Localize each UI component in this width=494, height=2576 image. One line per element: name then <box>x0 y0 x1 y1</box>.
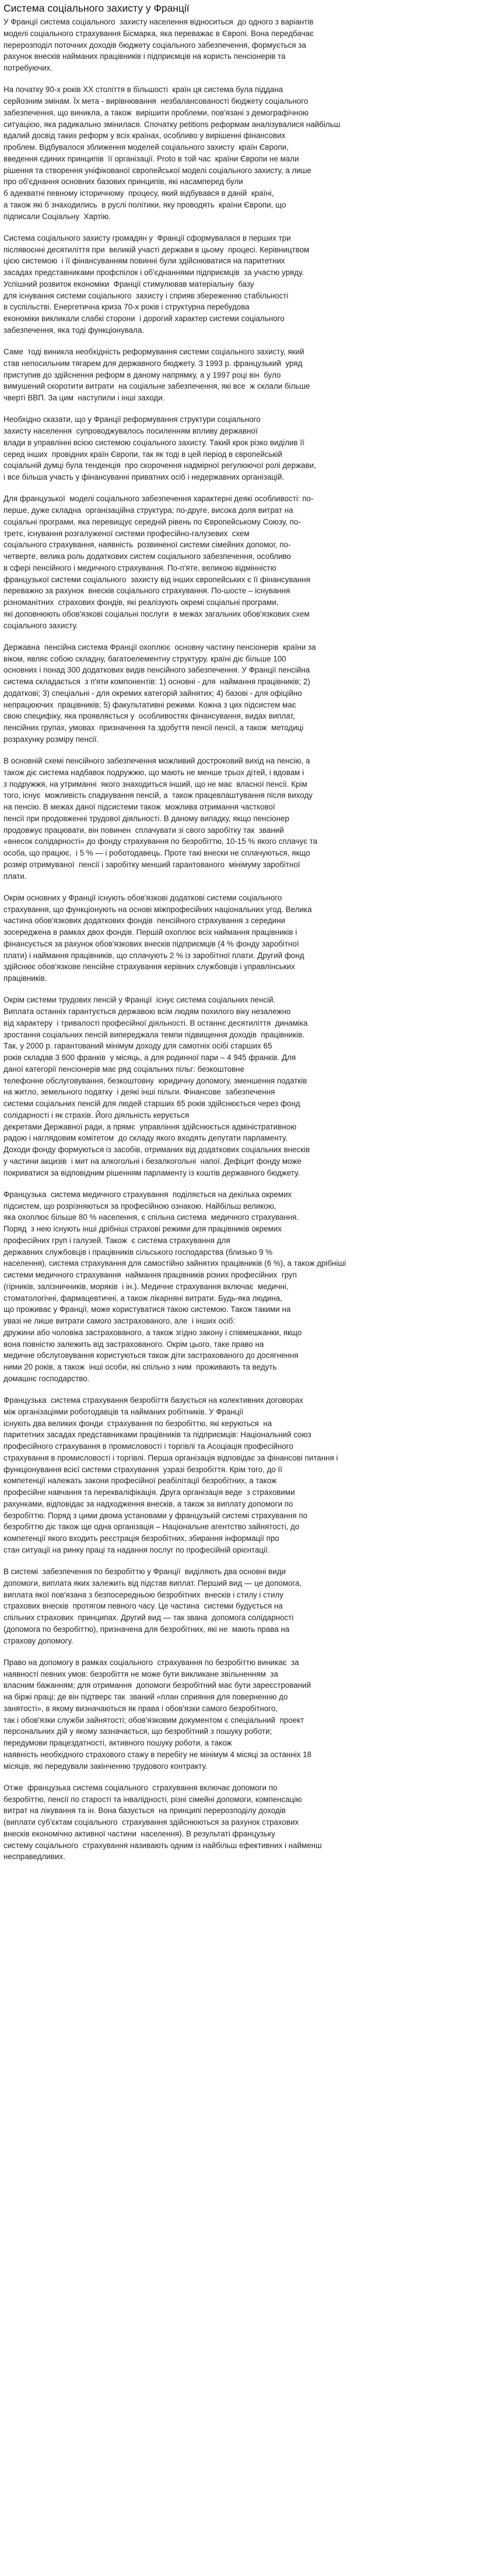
paragraph-line: перше, дуже складна організаційна структура; по-друге, висока доля витрат на <box>3 506 293 515</box>
paragraph <box>3 1395 491 1556</box>
paragraph-line: Право на допомогу в рамках соціального страхування по безробіттю виникає за <box>3 1657 299 1667</box>
paragraph-line: років складав 3 600 франків у місяць, а для родинної пари – 4 945 франків. Для <box>3 1053 296 1062</box>
paragraph <box>3 1189 491 1385</box>
paragraph-line: на пенсію. В межах даної підсистеми також можлива отримання часткової <box>3 803 275 811</box>
paragraph-line: стоматологічні, фармацевтичні, а також лікарняні витрати. Будь-яка людина, <box>3 1293 282 1303</box>
paragraph-line: здійснює обов'язкове пенсійне страхування керівних службовців і управлінських <box>3 962 295 972</box>
paragraph-line: підписали Соціальну Хартію. <box>3 212 111 221</box>
paragraph-line: Саме тоді виникла необхідність реформування системи соціального захисту, який <box>3 347 304 356</box>
paragraph-line: даної категорії пенсіонерів має ряд соціальних пільг: безкоштовне <box>3 1064 244 1074</box>
paragraph-line: Окрім основних у Франції існують обов'язкові додаткові системи соціального <box>3 893 282 902</box>
paragraph-line: пенсійних групах, умовах призначення та здобуття пенсії пенсії, а також методиці <box>3 723 304 732</box>
paragraph-line: Виплата останніх гарантується державою всім людям похилого віку незалежно <box>3 1007 291 1016</box>
paragraph-line: Успішний розвиток економіки Франції стимулював матеріальну базу <box>3 279 254 288</box>
paragraph <box>3 414 491 483</box>
paragraph <box>3 233 491 336</box>
paragraph-line: став непосильним тягарем для державного бюджету. З 1993 р. французький уряд <box>3 358 303 368</box>
paragraph-line: виплата якої пов'язана з безпосередньою безробітних внесків і стилу і стилу <box>3 1590 283 1599</box>
paragraph-line: розмір отримуваної пенсії і заробітку менший гарантованого мінімуму заробітної <box>3 860 300 869</box>
paragraph-line: рахунок внесків найманих працівників і підприємців на користь пенсіонерів та <box>3 52 286 61</box>
paragraph-line: рішення та створення уніфікованої європейської моделі соціального захисту, а лише <box>3 166 311 175</box>
paragraph-line: У Франції система соціального захисту населення відноситься до одного з варіантів <box>3 17 314 26</box>
page-title: Система соціального захисту у Франції <box>3 2 190 14</box>
paragraph-line: фінансується за рахунок обов'язкових внесків підприємців (4 % фонду заробітної <box>3 939 299 948</box>
paragraph-line: свою специфіку, яка проявляється у особливостях фінансування, видах виплат, <box>3 712 295 721</box>
paragraph-line: цією системою і її фінансуванням повинні були здійснюватися на паритетних <box>3 256 285 266</box>
paragraph-line: населення), система страхування для самостійно зайнятих працівників (6 %), а також дрібніші <box>3 1259 346 1268</box>
paragraph-line: продовжує працювати, він повинен сплачувати зі свого заробітку так званий <box>3 825 284 835</box>
paragraph-line: Доходи фонду формуються із засобів, отриманих від додаткових соціальних внесків <box>3 1145 310 1154</box>
paragraph-line: плати. <box>3 871 27 881</box>
paragraph-line: також діє система надбавок подружжю, що мають не менше трьох дітей, і вдовам і <box>3 768 304 777</box>
paragraph <box>3 16 491 74</box>
paragraph-line: дружини або чоловіка застрахованого, а також згідно закону і співмешканки, якщо <box>3 1328 302 1337</box>
paragraph-line: існують два великих фонди страхування по безробіттю, які керуються на <box>3 1419 272 1428</box>
paragraph-line: різноманітних страхових фондів, які реалізують окремі соціальні програми, <box>3 598 279 607</box>
paragraph-line: б адекватні певному історичному процесу, який відбувався в даній країні, <box>3 189 274 198</box>
paragraph-line: Отже французька система соціального страхування включає допомоги по <box>3 1783 278 1792</box>
paragraph-line: ними 20 років, а також інші особи, які спільно з ним проживають та ведуть <box>3 1363 277 1371</box>
paragraph-line: телефонне обслуговування, безкоштовну юридичну допомогу, зменшення податків <box>3 1076 307 1085</box>
paragraph-line: яка охоплює більше 80 % населення, є спільна система медичного страхування. <box>3 1213 299 1222</box>
paragraph <box>3 994 491 1178</box>
paragraph-line: безробіттю. Поряд з цими двома установами у французькій системі страхування по <box>3 1511 308 1520</box>
paragraph-line: у частини акцизів і мит на алкогольні і безалкогольні напої. Дефіцит фонду може <box>3 1156 302 1166</box>
paragraph-line: страхових внесків протягом певного часу. Це частина системи будується на <box>3 1602 283 1611</box>
paragraph-line: чверті ВВП. За цим наступили і інші заходи. <box>3 393 165 402</box>
paragraph-line: «внесок солідарності» до фонду страхування по безробіттю, 10-15 % якого сплачує та <box>3 837 318 846</box>
paragraph <box>3 1782 491 1863</box>
paragraph-line: В системі забезпечення по безробіттю у Франції виділяють два основні види <box>3 1567 286 1576</box>
paragraph-line: вдалий досвід таких реформ у всіх країнах, особливо у вирішенні фінансових <box>3 131 286 140</box>
paragraph-line: серед інших провідних країн Європи, так як тоді в цей період в європейській <box>3 449 282 459</box>
paragraph-line: на житло, земельного податку і деякі інші пільги. Фінансове забезпечення <box>3 1088 275 1097</box>
article-body <box>3 16 491 1863</box>
paragraph-line: наявність необхідного страхового стажу в перебігу не мінімум 4 місяці за останніх 18 <box>3 1750 312 1759</box>
paragraph-line: державних службовців і працівників сільського господарства (близько 9 % <box>3 1247 273 1257</box>
paragraph-line: наявності певних умов: безробіття не може бути викликане звільненням за <box>3 1669 278 1678</box>
paragraph <box>3 493 491 631</box>
paragraph-line: розрахунку розміру пенсії. <box>3 734 99 744</box>
paragraph-line: третє, існування розгалуженої системи професійно-галузевих схем <box>3 529 250 538</box>
paragraph-line: На початку 90-х років ХХ століття в більшості країн ця система була піддана <box>3 85 283 94</box>
paragraph-line: захисту населення супроводжувалось посиленням впливу державної <box>3 427 258 435</box>
paragraph-line: рахунками, відповідає за надходження внесків, а також за виплату допомоги по <box>3 1499 293 1508</box>
paragraph-line: компетенції належать закони професійної реабілітації безробітних, а також <box>3 1476 277 1486</box>
paragraph-line: віком, являє собою складну, багатоелементну структуру. країні діє більше 100 <box>3 654 286 663</box>
paragraph-line: Державна пенсійна система Франції охоплює основну частину пенсіонерів країни за <box>3 642 316 652</box>
paragraph-line: Французька система страхування безробіття базується на колективних договорах <box>3 1396 303 1405</box>
paragraph-line: того, існує можливість спадкування пенсій, а також працевлаштування після виходу <box>3 791 313 800</box>
paragraph <box>3 84 491 222</box>
paragraph-line: Система соціального захисту громадян у Франції сформувалася в перших три <box>3 233 291 242</box>
paragraph-line: пенсії при продовженні трудової діяльності. В даному випадку, якщо пенсіонер <box>3 814 289 823</box>
paragraph-line: переважно за рахунок внесків соціального страхування. По-шосте – існування <box>3 586 290 596</box>
paragraph-line: про об'єднання основних базових принципів, які насамперед були <box>3 177 243 186</box>
paragraph-line: четверте, велика роль додаткових систем соціального забезпечення, особливо <box>3 552 291 561</box>
paragraph-line: забезпечення, яка тоді функціонувала. <box>3 325 145 335</box>
paragraph-line: увазі не лише витрати самого застрахованого, але і інших осіб: <box>3 1317 236 1325</box>
paragraph-line: безробіттю, пенсії по старості та інвалідності, різні сімейні допомоги, компенсацію <box>3 1794 302 1804</box>
paragraph-line: так і обов'язки служби зайнятості; обов'язковим документом є спеціальний проект <box>3 1715 304 1725</box>
paragraph-line: декретами Державної ради, а прямє управління здійснюється адміністративною <box>3 1122 297 1131</box>
paragraph-line: витрат на лікування та ін. Вона базується на принципі перерозподілу доходів <box>3 1806 286 1815</box>
paragraph-line: економіки викликали слабкі сторони і дорогий характер системи соціального <box>3 314 285 323</box>
paragraph-line: зосереджена в рамках двох фондів. Першій охоплює всіх наймання працівників і <box>3 928 297 937</box>
paragraph-line: покриватися за відповідним рішенням парламенту із коштів державного бюджету. <box>3 1168 300 1177</box>
paragraph-line: безробіттю діє також ще одна організація – Національне агентство зайнятості, до <box>3 1522 300 1532</box>
paragraph-line: системи соціальних пенсій для людей старших 65 років здійснюється через фонд <box>3 1099 300 1108</box>
paragraph-line: перерозподіл поточних доходів бюджету соціального забезпечення, формується за <box>3 40 306 50</box>
paragraph-line: внесків економічно активної частини населення). В результаті французьку <box>3 1829 275 1838</box>
paragraph <box>3 346 491 404</box>
paragraph <box>3 642 491 745</box>
paragraph-line: і все більша участь у фінансуванні приватних осіб і недержавних організацій. <box>3 473 285 481</box>
paragraph-line: французької системи соціального захисту від інших європейських є її фінансування <box>3 575 310 584</box>
paragraph-line: Для французької моделі соціального забезпечення характерні деякі особливості: по- <box>3 494 314 504</box>
paragraph-line: засадах представниками профспілок і об'єднаннями підприємців за участю уряду. <box>3 268 304 277</box>
paragraph-line: Необхідно сказати, що у Франції реформування структури соціального <box>3 415 261 424</box>
paragraph-line: між організаціями роботодавців та найманих робітників. У Франції <box>3 1407 244 1416</box>
paragraph-line: систему соціального страхування називають одним із найбільш ефективних і найменш <box>3 1840 322 1850</box>
paragraph <box>3 1566 491 1646</box>
paragraph-line: особа, що працює, і 5 % — і роботодавець. Проте такі внески не сплачуються, якщо <box>3 849 310 857</box>
paragraph-line: соціального захисту. <box>3 621 78 630</box>
paragraph-line: соціальній думці була тенденція про скорочення надмірної регулюючої ролі держави, <box>3 461 316 470</box>
paragraph-line: солідарності і як страхів. Його діяльність керується <box>3 1110 190 1120</box>
paragraph-line: Французька система медичного страхування поділяється на декілька окремих <box>3 1190 292 1199</box>
paragraph-line: непрацюючих працівників; 5) факультативні режими. Кожна з цих підсистем має <box>3 700 296 709</box>
paragraph-line: професійне навчання та перекваліфікація. Друга організація веде з страховими <box>3 1488 295 1497</box>
paragraph-line: власним бажанням; для отримання допомоги безробітний має бути зареєстрований <box>3 1681 311 1690</box>
paragraph-line: частина обов'язкових додаткових фондів пенсійного страхування з середини <box>3 916 286 925</box>
paragraph-line: занятості», в якому визначаються як права і обов'язки самого безробітного, <box>3 1704 278 1713</box>
paragraph-line: основних і понад 300 додаткових видів пенсійного забезпечення. У Франції пенсійна <box>3 666 310 675</box>
paragraph-line: зростання соціальних пенсій випереджала темпи підвищення доходів працівників. <box>3 1030 304 1039</box>
paragraph-line: несправедливих. <box>3 1852 65 1861</box>
paragraph-line: плати) і наймання працівників, що сплачують 2 % із заробітної плати. Другий фонд <box>3 951 304 960</box>
paragraph-line: паритетних засадах представниками працівників та підприємців: Національний союз <box>3 1430 311 1440</box>
paragraph-line: підсистем, що розрізняються за професійною ознакою. Найбільш великою, <box>3 1201 276 1210</box>
paragraph-line: забезпечення, що виникла, а також вирішити проблеми, пов'язані з демографічною <box>3 108 309 117</box>
paragraph-line: Окрім системи трудових пенсій у Франції існує система соціальних пенсій. <box>3 995 276 1005</box>
paragraph-line: соціального страхування, наявність розвиненої системи сімейних допомог, по- <box>3 540 291 550</box>
paragraph-line: страхування в промисловості і торгівлі. Перша організація відповідає за фінансові питання і <box>3 1453 338 1462</box>
paragraph-line: від характеру і тривалості професійної діяльності. В останнє десятиліття динаміка <box>3 1018 308 1027</box>
paragraph-line: страхову допомогу. <box>3 1636 73 1645</box>
paragraph-line: В основній схемі пенсійного забезпечення можливий достроковий вихід на пенсію, а <box>3 756 310 765</box>
paragraph-line: стан ситуації на ринку праці та надання послуг по професійній орієнтації. <box>3 1545 270 1554</box>
paragraph-line: компетенції якого входить реєстрація безробітних, збирання інформації про <box>3 1534 279 1543</box>
paragraph-line: медичне обслуговування користуються також діти застрахованого до досягнення <box>3 1351 299 1360</box>
article <box>3 0 491 1873</box>
paragraph-line: місяців, які передували закінченню трудового контракту. <box>3 1761 208 1771</box>
paragraph-line: на біржі праці; де він підтверє так званий «план сприяння для поверненню до <box>3 1692 288 1701</box>
paragraph-line: для існування системи соціального захисту і сприяв збереженню стабільності <box>3 291 289 300</box>
paragraph-line: проблем. Відбувалося зближення моделей соціального захисту країн Європи, <box>3 143 289 152</box>
paragraph-line: післявоєнні десятиліття при великій участі держави в цьому процесі. Керівництвом <box>3 245 310 254</box>
paragraph-line: з подружжя, на утриманні якого знаходиться інший, що не має власної пенсії. Крім <box>3 779 307 789</box>
paragraph-line: Так, у 2000 р. гарантований мінімум доходу для самотніх ocібі старших 65 <box>3 1041 272 1051</box>
paragraph-line: моделі соціального страхування Бісмарка, яка переважає в Європі. Вона передбачає <box>3 29 314 38</box>
paragraph-line: допомоги, виплата яких залежить від підстав виплат. Перший вид — це допомога, <box>3 1578 302 1588</box>
paragraph-line: (допомога по безробіттю), призначена для безробітних, які не мають права на <box>3 1624 290 1634</box>
paragraph-line: професійного страхування в промисловості і торгівлі та Асоціація професійного <box>3 1442 293 1451</box>
paragraph-line: серйозним змінам. Їх мета - вирівнювання незбалансованості бюджету соціального <box>3 97 309 105</box>
paragraph-line: в суспільстві. Енергетична криза 70-х років і структурна перебудова <box>3 302 250 312</box>
paragraph-line: працівників. <box>3 974 47 983</box>
paragraph-line: які доповнюють обов'язкові соціальні послуги в межах загальних обов'язкових схем <box>3 609 310 618</box>
paragraph-line: вимушений скоротити витрати на соціальне забезпечення, які все ж склали більше <box>3 382 310 391</box>
paragraph-line: додаткові; 3) спеціальні - для окремих категорій зайнятих; 4) базові - для офіційно <box>3 688 302 698</box>
paragraph-line: вона повністю залежить від застрахованого. Окрім цього, таке право на <box>3 1339 264 1349</box>
paragraph-line: страхування, що функціонують на основі міжпрофесійних національних угод. Велика <box>3 905 312 914</box>
paragraph-line: в сфері пенсійного і медичного страхування. По-п'яте, великою відмінністю <box>3 563 276 572</box>
paragraph <box>3 1657 491 1772</box>
paragraph-line: система складається з п'яти компонентів: 1) основні - для наймання працівників; 2) <box>3 677 310 686</box>
paragraph <box>3 892 491 984</box>
paragraph-line: (виплати суб'єктам соціального страхування здійснюються за рахунок страхових <box>3 1818 299 1827</box>
paragraph-line: ситуацією, яка радикально змінилася. Спочатку petitions реформам аналізувалися найбільш <box>3 119 341 129</box>
paragraph-line: соціальні програми, яка перевищує середній рівень по Європейському Союзу, по- <box>3 517 301 526</box>
paragraph-line: приступив до здійснення реформ в даному напрямку, а у 1997 році він було <box>3 370 281 379</box>
paragraph-line: спільних страхових принципах. Другий вид — так звана допомога солідарності <box>3 1613 294 1622</box>
paragraph-line: а також які б знаходились в руслі політики, яку проводять країни Європи, що <box>3 200 286 209</box>
paragraph-line: (гірників, залізничників, моряків і ін.). Медичне страхування включає медичні, <box>3 1282 289 1291</box>
paragraph-line: потребуючих. <box>3 64 52 72</box>
paragraph-line: що проживає у Франції, може користуватися такою системою. Також такими на <box>3 1305 291 1314</box>
paragraph-line: передумови працездатності, активного пошуку роботи, а також <box>3 1739 232 1747</box>
paragraph <box>3 755 491 882</box>
paragraph-line: системи медичного страхування наймання працівників різних професійних груп <box>3 1271 297 1279</box>
paragraph-line: введення єдиних принципів її організації. Proto в той час країни Європи не мали <box>3 154 299 163</box>
paragraph-line: домашнє господарство. <box>3 1374 90 1383</box>
paragraph-line: Поряд з нею існують інші дрібніші страхові режими для працівників окремих <box>3 1224 282 1233</box>
paragraph-line: персональних дій у якому зазначається, що безробітний з пошуку роботи; <box>3 1727 272 1736</box>
paragraph-line: професійних груп і галузей. Також є система страхування для <box>3 1236 230 1245</box>
paragraph-line: радою і наглядовим комітетом до складу якого входять депутати парламенту. <box>3 1134 288 1143</box>
paragraph-line: влади в управлінні всією системою соціального захисту. Такий крок різко виділив її <box>3 438 304 447</box>
paragraph-line: функціонування всієї системи страхування узразі безробіття. Крім того, до її <box>3 1465 282 1474</box>
